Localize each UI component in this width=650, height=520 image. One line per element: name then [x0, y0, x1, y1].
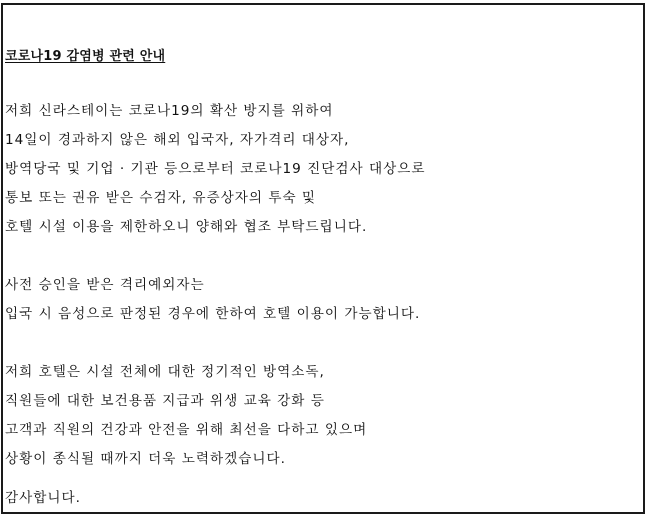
paragraph-restrictions: [5, 97, 425, 242]
paragraph-line: 호텔 시설 이용을 제한하오니 양해와 협조 부탁드립니다.: [5, 219, 368, 235]
paragraph-line: 저희 호텔은 시설 전체에 대한 정기적인 방역소독,: [5, 364, 325, 380]
paragraph-line: 통보 또는 권유 받은 수검자, 유증상자의 투숙 및: [5, 190, 317, 206]
paragraph-line: 상황이 종식될 때까지 더욱 노력하겠습니다.: [5, 451, 286, 467]
paragraph-closing: [5, 484, 81, 513]
paragraph-line: 직원들에 대한 보건용품 지급과 위생 교육 강화 등: [5, 393, 325, 409]
notice-box: [1, 3, 645, 514]
paragraph-line: 입국 시 음성으로 판정된 경우에 한하여 호텔 이용이 가능합니다.: [5, 306, 421, 322]
paragraph-line: 방역당국 및 기업 · 기관 등으로부터 코로나19 진단검사 대상으로: [5, 161, 426, 177]
notice-title: 코로나19 감염병 관련 안내: [5, 49, 166, 64]
paragraph-line: 14일이 경과하지 않은 해외 입국자, 자가격리 대상자,: [5, 132, 350, 148]
paragraph-quarantine-exemption: [5, 271, 420, 329]
paragraph-hotel-measures: [5, 358, 367, 474]
paragraph-line: 저희 신라스테이는 코로나19의 확산 방지를 위하여: [5, 103, 334, 119]
paragraph-line: 사전 승인을 받은 격리예외자는: [5, 277, 205, 293]
paragraph-line: 고객과 직원의 건강과 안전을 위해 최선을 다하고 있으며: [5, 422, 368, 438]
closing-line: 감사합니다.: [5, 490, 81, 506]
